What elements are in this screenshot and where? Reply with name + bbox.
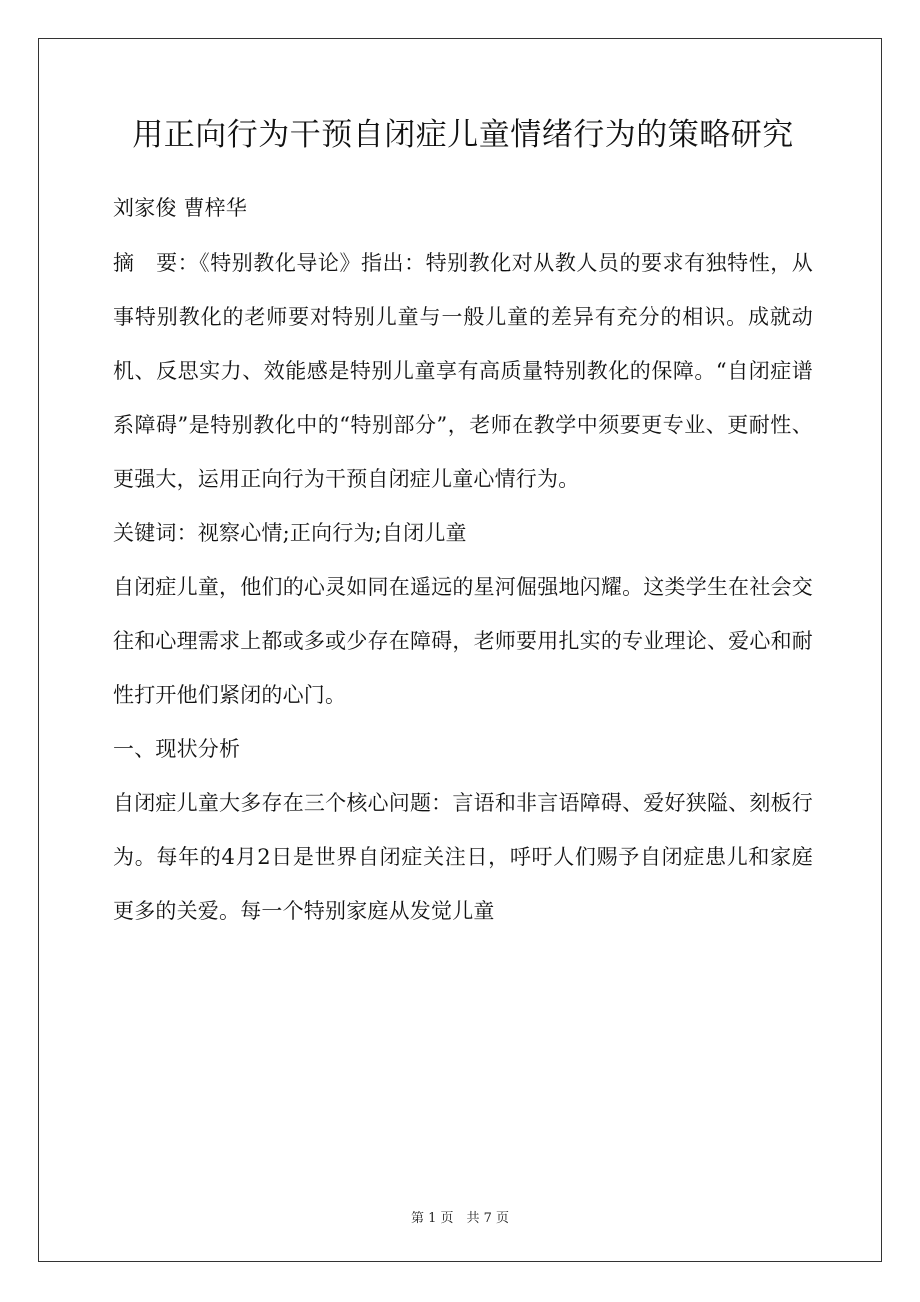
keywords: 关键词：视察心情;正向行为;自闭儿童 [113,521,467,545]
document-title: 用正向行为干预自闭症儿童情绪行为的策略研究 [132,117,794,153]
authors: 刘家俊 曹梓华 [113,196,248,220]
section-paragraph: 自闭症儿童大多存在三个核心问题：言语和非言语障碍、爱好狭隘、刻板行为。每年的4月2日是世界自闭症关注日，呼吁人们赐予自闭症患儿和家庭更多的关爱。每一个特别家庭从发觉儿童 [113,791,813,923]
intro-paragraph: 自闭症儿童，他们的心灵如同在遥远的星河倔强地闪耀。这类学生在社会交往和心理需求上都或多或少存在障碍，老师要用扎实的专业理论、爱心和耐性打开他们紧闭的心门。 [113,575,813,707]
section-heading: 一、现状分析 [113,737,241,761]
abstract-paragraph: 摘 要：《特别教化导论》指出：特别教化对从教人员的要求有独特性，从事特别教化的老师要对特别儿童与一般儿童的差异有充分的相识。成就动机、反思实力、效能感是特别儿童享有高质量特别教化的保障。“自闭症谱系障碍”是特别教化中的“特别部分”，老师在教学中须要更专业、更耐性、更强大，运用正向行为干预自闭症儿童心情行为。 [113,251,813,491]
document-body [113,112,813,938]
page-number-footer: 第 1 页 共 7 页 [410,1211,510,1226]
